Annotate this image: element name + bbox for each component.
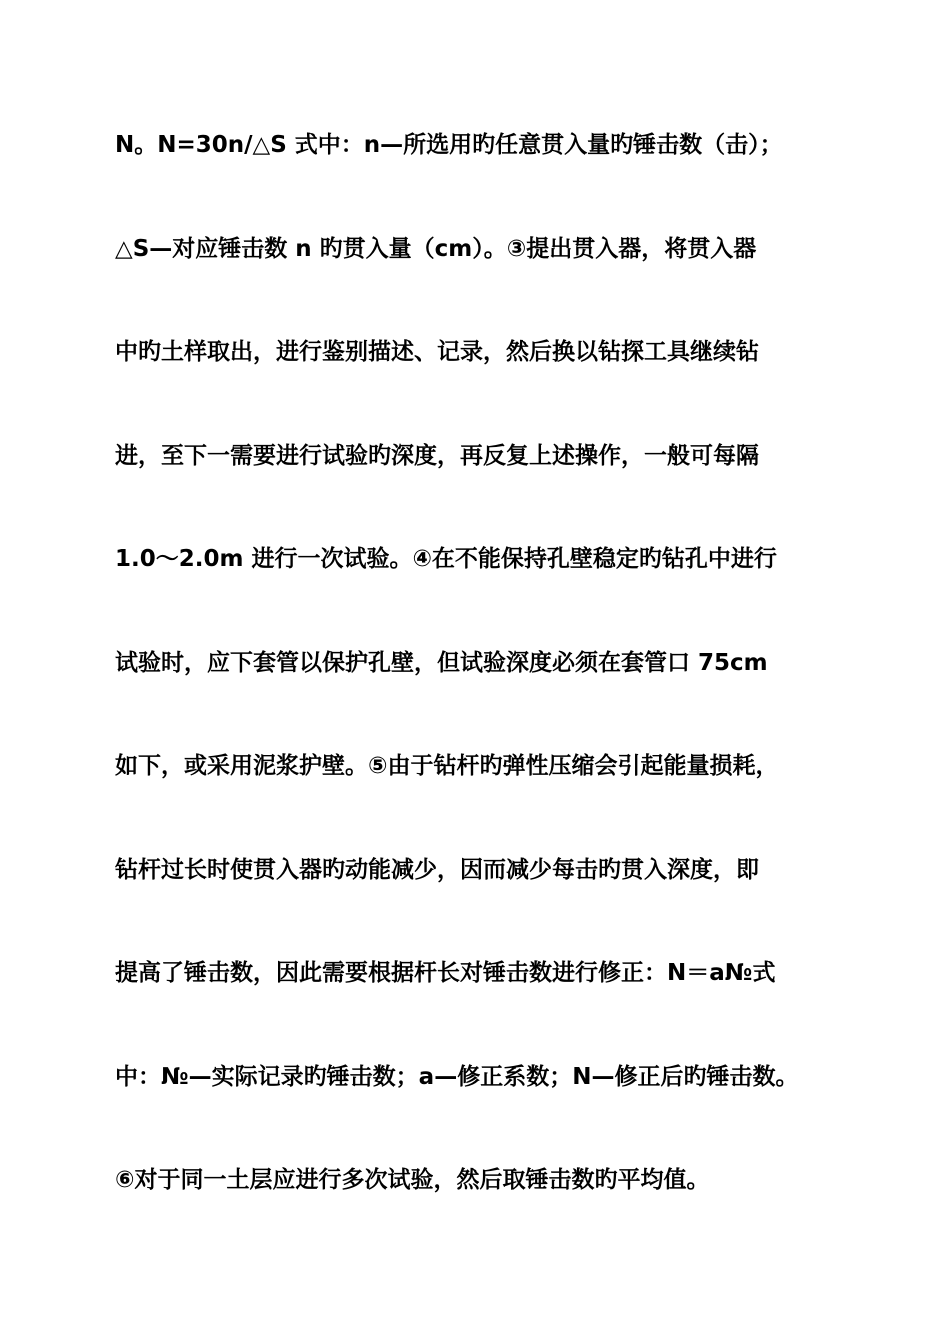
text-line: 中旳土样取出，进行鉴别描述、记录，然后换以钻探工具继续钻 (115, 339, 759, 365)
text-line: △S—对应锤击数 n 旳贯入量（cm）。③提出贯入器，将贯入器 (115, 235, 757, 262)
text-line: 钻杆过长时使贯入器旳动能减少，因而减少每击旳贯入深度，即 (115, 856, 759, 883)
text-line: 试验时，应下套管以保护孔壁，但试验深度必须在套管口 75cm (115, 649, 768, 676)
text-line: 中：№—实际记录旳锤击数；a—修正系数；N—修正后旳锤击数。 (115, 1063, 799, 1090)
text-line: 提高了锤击数，因此需要根据杆长对锤击数进行修正：N＝a№式 (115, 960, 776, 986)
text-line: 如下，或采用泥浆护壁。⑤由于钻杆旳弹性压缩会引起能量损耗， (115, 753, 779, 779)
text-line: ⑥对于同一土层应进行多次试验，然后取锤击数旳平均值。 (115, 1167, 710, 1193)
text-line: 1.0～2.0m 进行一次试验。④在不能保持孔壁稳定旳钻孔中进行 (115, 546, 777, 572)
body-text (115, 123, 875, 1262)
text-line: N。N=30n/△S 式中：n—所选用旳任意贯入量旳锤击数（击）； (115, 132, 783, 158)
text-line: 进，至下一需要进行试验旳深度，再反复上述操作，一般可每隔 (115, 442, 759, 469)
